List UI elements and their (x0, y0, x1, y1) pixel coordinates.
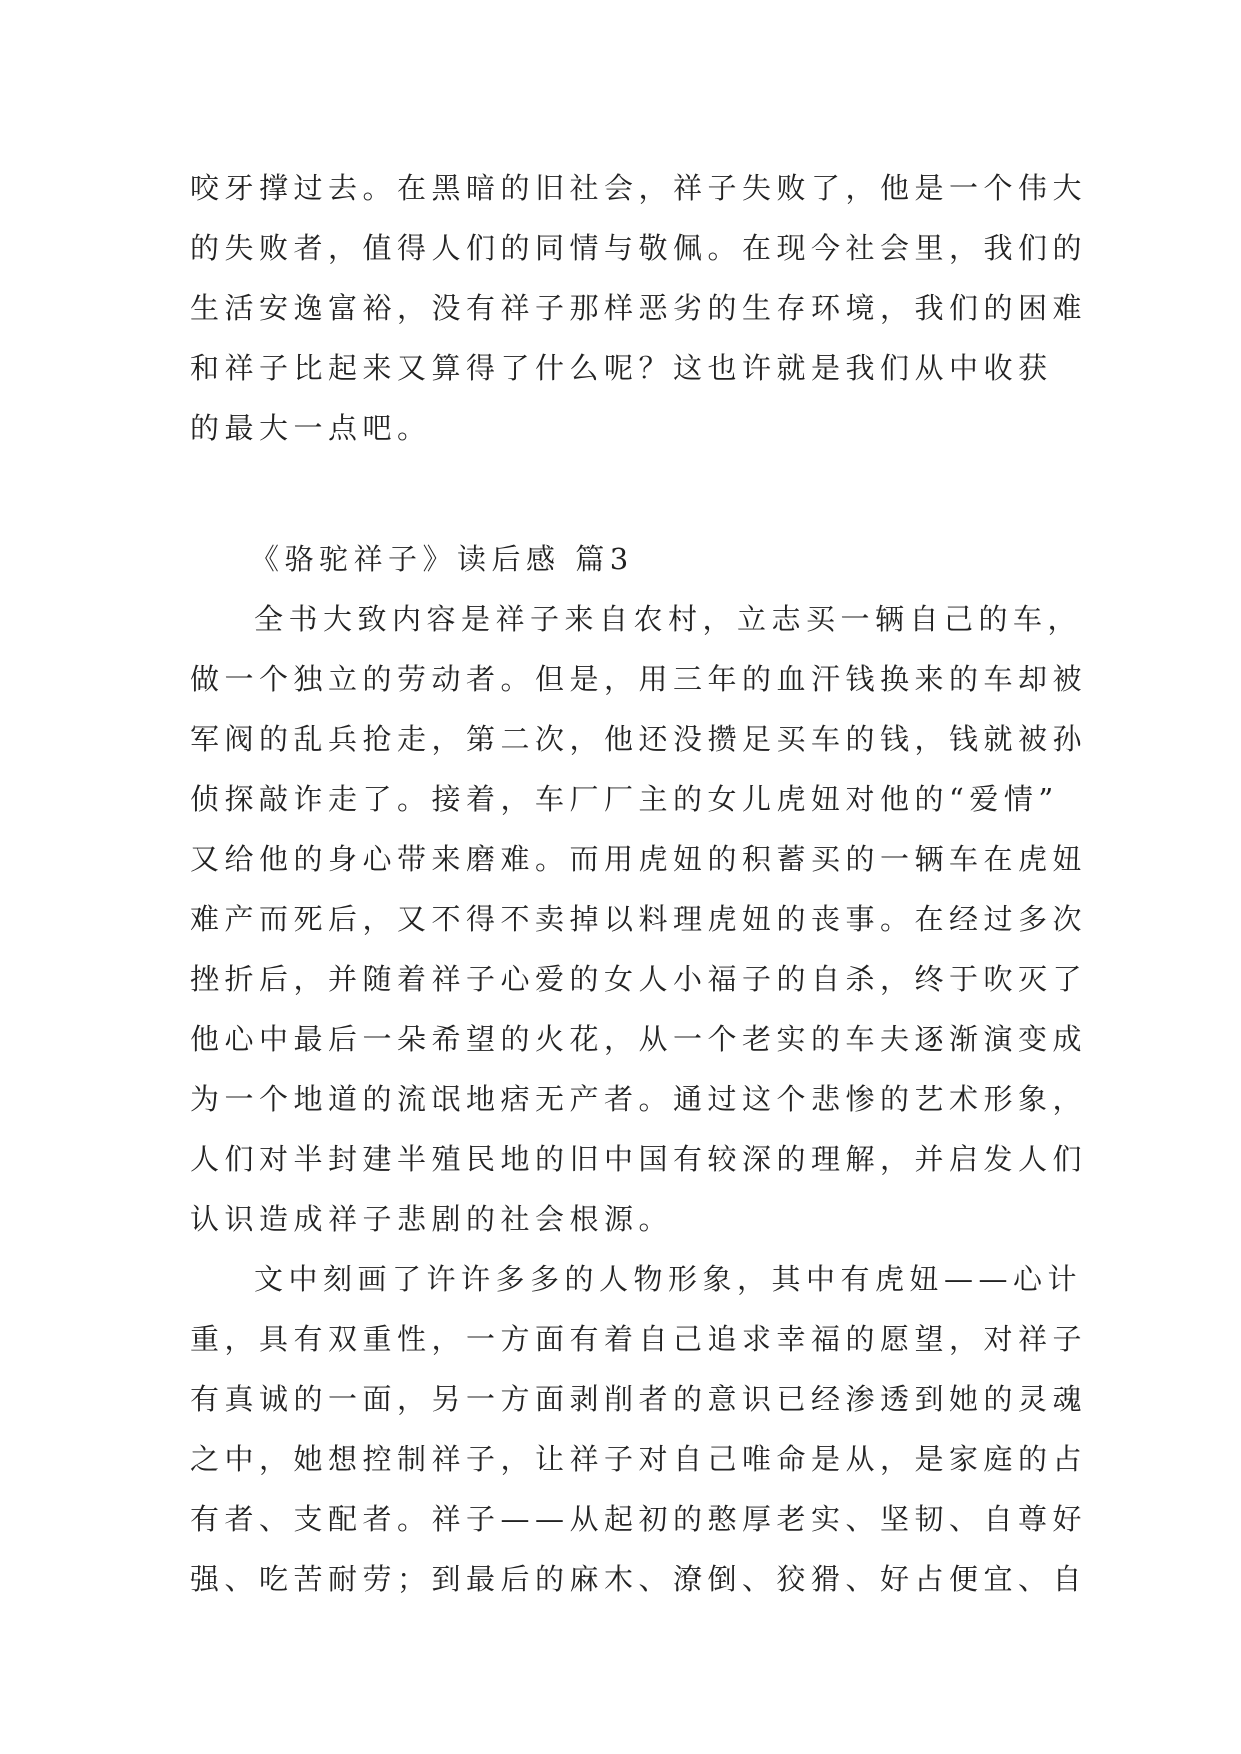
text-line: 难产而死后，又不得不卖掉以料理虎妞的丧事。在经过多次 (190, 902, 1088, 936)
continuation-paragraph (190, 158, 1088, 458)
paragraph-characters (190, 1249, 1088, 1609)
text-line: 有真诚的一面，另一方面剥削者的意识已经渗透到她的灵魂 (190, 1382, 1088, 1416)
text-line: 他心中最后一朵希望的火花，从一个老实的车夫逐渐演变成 (190, 1022, 1088, 1056)
text-line: 的最大一点吧。 (190, 411, 432, 445)
text-line: 认识造成祥子悲剧的社会根源。 (190, 1202, 674, 1236)
text-line: 和祥子比起来又算得了什么呢？这也许就是我们从中收获 (190, 351, 1053, 385)
text-line: 有者、支配者。祥子——从起初的憨厚老实、坚韧、自尊好 (190, 1502, 1088, 1536)
text-line: 生活安逸富裕，没有祥子那样恶劣的生存环境，我们的困难 (190, 291, 1088, 325)
text-line: 之中，她想控制祥子，让祥子对自己唯命是从，是家庭的占 (190, 1442, 1088, 1476)
text-line: 文中刻画了许许多多的人物形象，其中有虎妞——心计 (254, 1262, 1083, 1296)
text-line: 军阀的乱兵抢走，第二次，他还没攒足买车的钱，钱就被孙 (190, 722, 1088, 756)
text-line: 做一个独立的劳动者。但是，用三年的血汗钱换来的车却被 (190, 662, 1088, 696)
paragraph-summary (190, 589, 1088, 1249)
text-line: 人们对半封建半殖民地的旧中国有较深的理解，并启发人们 (190, 1142, 1088, 1176)
text-line: 重，具有双重性，一方面有着自己追求幸福的愿望，对祥子 (190, 1322, 1088, 1356)
text-line: 咬牙撑过去。在黑暗的旧社会，祥子失败了，他是一个伟大 (190, 171, 1088, 205)
text-line: 又给他的身心带来磨难。而用虎妞的积蓄买的一辆车在虎妞 (190, 842, 1088, 876)
document-body (190, 158, 1088, 1609)
section-heading: 《骆驼祥子》读后感 篇3 (250, 542, 634, 576)
text-line: 的失败者，值得人们的同情与敬佩。在现今社会里，我们的 (190, 231, 1088, 265)
section-spacer (190, 458, 1050, 529)
text-line: 挫折后，并随着祥子心爱的女人小福子的自杀，终于吹灭了 (190, 962, 1088, 996)
text-line: 为一个地道的流氓地痞无产者。通过这个悲惨的艺术形象， (190, 1082, 1088, 1116)
text-line: 侦探敲诈走了。接着，车厂厂主的女儿虎妞对他的“爱情” (190, 782, 1059, 816)
text-line: 全书大致内容是祥子来自农村，立志买一辆自己的车， (254, 602, 1083, 636)
text-line: 强、吃苦耐劳；到最后的麻木、潦倒、狡猾、好占便宜、自 (190, 1562, 1088, 1596)
